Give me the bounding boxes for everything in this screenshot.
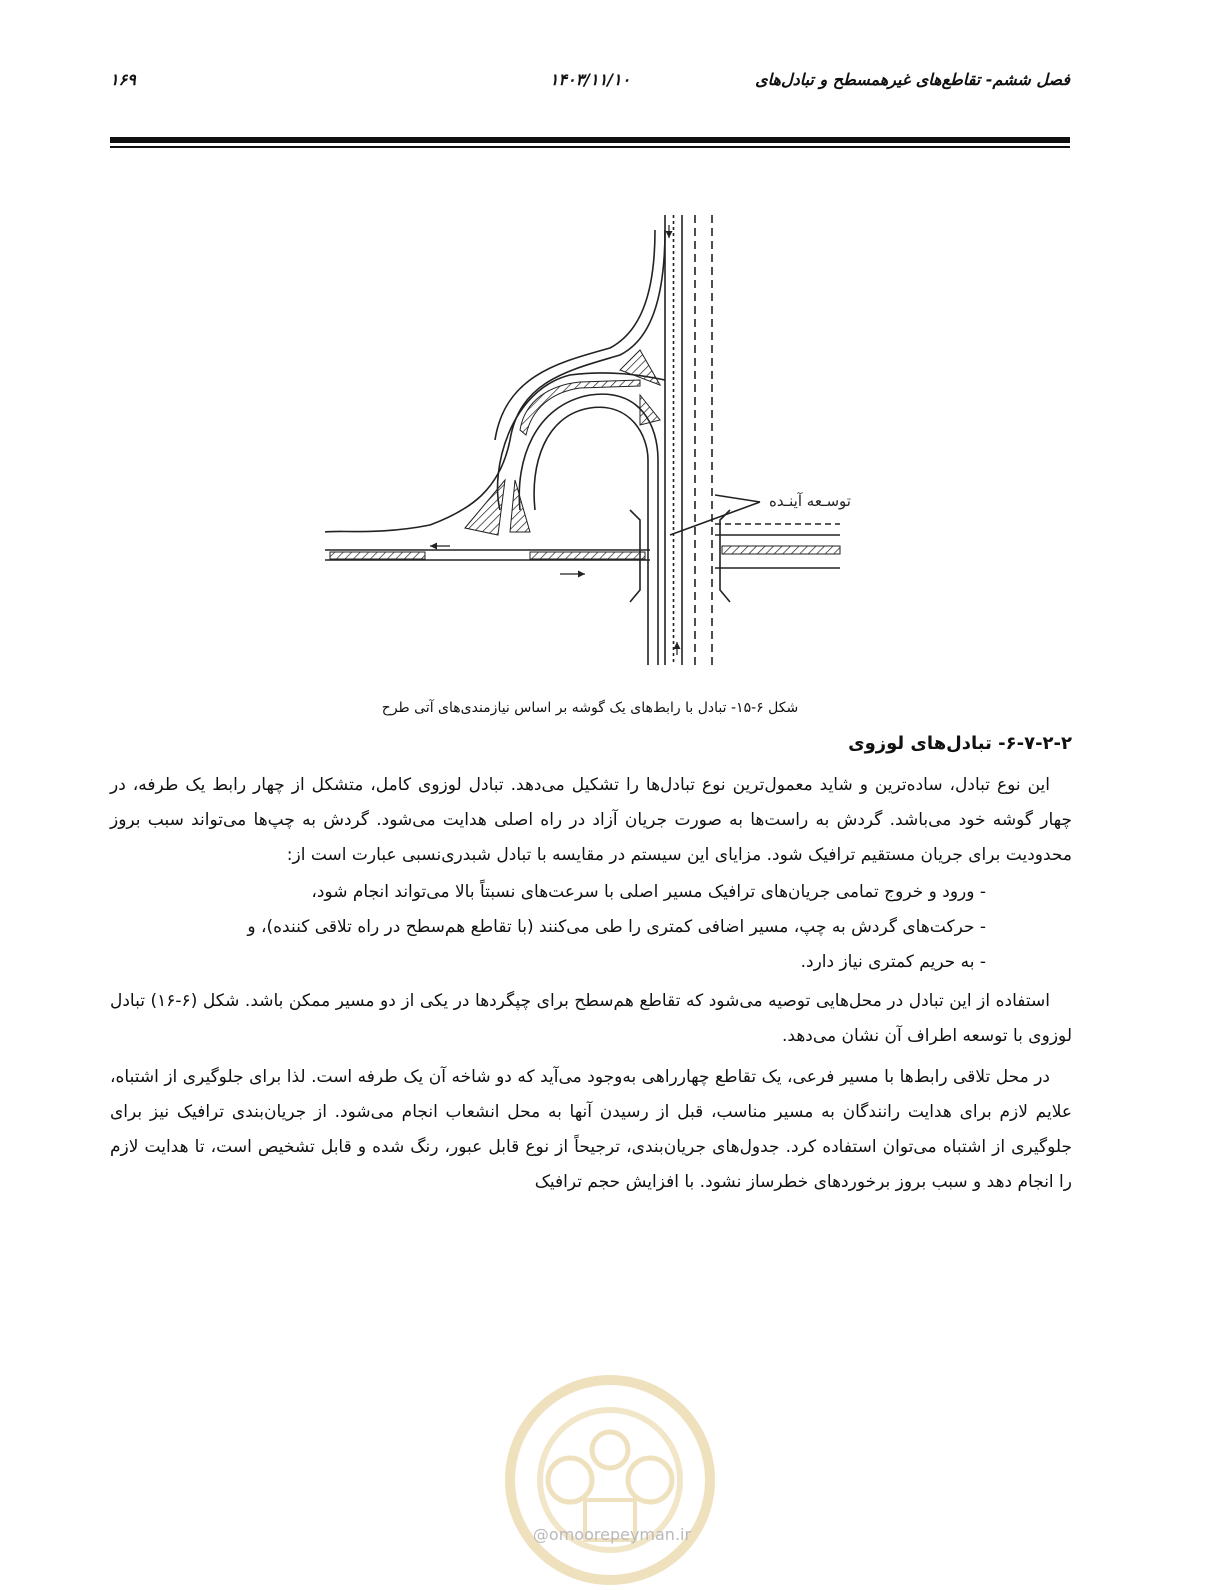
advantages-list	[110, 875, 1072, 980]
paragraph-usage: استفاده از این تبادل در محل‌هایی توصیه می‌شود که تقاطع هم‌سطح برای چپگردها در یکی از دو مسیر ممکن باشد. شکل (۶-۱۶) تبادل لوزوی با توسعه اطراف آن نشان می‌دهد.	[110, 991, 1072, 1046]
watermark-url: @omoorepeyman.ir	[532, 1525, 692, 1544]
main-content	[110, 728, 1072, 1200]
list-item: - حرکت‌های گردش به چپ، مسیر اضافی کمتری را طی می‌کنند (با تقاطع هم‌سطح در راه تلاقی کننده)، و	[247, 917, 986, 937]
paragraph-ramps: در محل تلاقی رابط‌ها با مسیر فرعی، یک تقاطع چهارراهی به‌وجود می‌آید که دو شاخه آن یک طرفه است. لذا برای جلوگیری از اشتباه، علایم لازم برای هدایت رانندگان به مسیر مناسب، قبل از رسیدن آنها به محل انشعاب انجام می‌شود. از جریان‌بندی ترافیک نیز برای جلوگیری از اشتباه می‌توان استفاده کرد. جدول‌های جریان‌بندی، ترجیحاً از نوع قابل عبور، رنگ شده و قابل تشخیص است، تا هدایت لازم را انجام دهد و سبب بروز برخوردهای خطرساز نشود. با افزایش حجم ترافیک	[110, 1067, 1072, 1192]
page-number: ۱۶۹	[110, 70, 136, 89]
figure-caption: شکل ۶-۱۵- تبادل با رابط‌های یک گوشه بر اساس نیازمندی‌های آتی طرح	[381, 700, 799, 716]
list-item: - به حریم کمتری نیاز دارد.	[800, 952, 986, 972]
watermark-logo	[500, 1370, 720, 1590]
section-title: ۶-۷-۲-۲- تبادل‌های لوزوی	[848, 733, 1072, 754]
paragraph-intro: این نوع تبادل، ساده‌ترین و شاید معمول‌ترین نوع تبادل‌ها را تشکیل می‌دهد. تبادل لوزوی کامل، متشکل از چهار رابط یک طرفه، در چهار گوشه خود می‌باشد. گردش به راست‌ها به صورت جریان آزاد در راه اصلی هدایت می‌شود. گردش به چپ‌ها می‌تواند سبب بروز محدودیت برای جریان مستقیم ترافیک شود. مزایای این سیستم در مقایسه با تبادل شبدری‌نسبی عبارت است از:	[110, 775, 1072, 865]
future-development-label: توسـعه آینـده	[769, 492, 851, 510]
chapter-title: فصل ششم- تقاطع‌های غیرهمسطح و تبادل‌های	[755, 70, 1070, 89]
header-date: ۱۴۰۳/۱۱/۱۰	[549, 70, 631, 89]
page-header	[110, 70, 1070, 100]
list-item: - ورود و خروج تمامی جریان‌های ترافیک مسیر اصلی با سرعت‌های نسبتاً بالا می‌تواند انجام شود،	[311, 882, 986, 902]
header-rule-thick	[110, 137, 1070, 143]
header-rule-thin	[110, 146, 1070, 148]
interchange-figure	[320, 210, 880, 670]
